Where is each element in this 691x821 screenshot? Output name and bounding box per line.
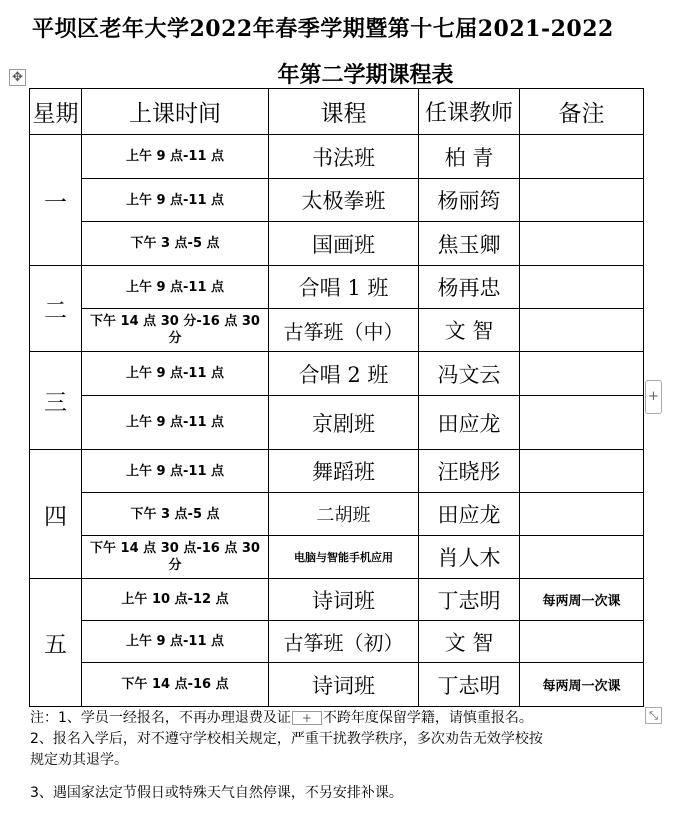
note-cell xyxy=(520,493,644,536)
table-row xyxy=(30,266,644,309)
table-row xyxy=(30,579,644,621)
course-cell: 合唱 2 班 xyxy=(269,352,419,396)
table-row xyxy=(30,352,644,396)
schedule-table xyxy=(29,88,644,707)
teacher-cell: 田应龙 xyxy=(419,493,520,536)
teacher-cell: 文 智 xyxy=(419,621,520,663)
plus-icon: + xyxy=(648,389,659,404)
note-cell xyxy=(520,621,644,663)
day-cell-wed: 三 xyxy=(30,352,82,450)
day-cell-thu: 四 xyxy=(30,450,82,579)
day-cell-tue: 二 xyxy=(30,266,82,352)
time-cell: 上午 10 点-12 点 xyxy=(82,579,269,621)
teacher-cell: 丁志明 xyxy=(419,579,520,621)
course-cell: 合唱 1 班 xyxy=(269,266,419,309)
note-line-4: 3、遇国家法定节假日或特殊天气自然停课，不另安排补课。 xyxy=(30,785,403,801)
time-cell: 下午 14 点 30 分-16 点 30 分 xyxy=(82,309,269,352)
day-cell-fri: 五 xyxy=(30,579,82,707)
notes-section xyxy=(30,708,650,804)
teacher-cell: 丁志明 xyxy=(419,663,520,707)
teacher-cell: 焦玉卿 xyxy=(419,222,520,266)
note-cell xyxy=(520,222,644,266)
course-cell: 京剧班 xyxy=(269,396,419,450)
course-cell: 古筝班（中） xyxy=(269,309,419,352)
table-row xyxy=(30,493,644,536)
table-row xyxy=(30,621,644,663)
note-cell xyxy=(520,266,644,309)
note-cell: 每两周一次课 xyxy=(520,663,644,707)
course-cell: 二胡班 xyxy=(269,493,419,536)
note-cell xyxy=(520,179,644,222)
course-cell: 书法班 xyxy=(269,135,419,179)
teacher-cell: 肖人木 xyxy=(419,536,520,579)
time-cell: 上午 9 点-11 点 xyxy=(82,266,269,309)
time-cell: 上午 9 点-11 点 xyxy=(82,450,269,493)
course-cell: 诗词班 xyxy=(269,663,419,707)
note-cell xyxy=(520,309,644,352)
note-cell xyxy=(520,396,644,450)
note-cell: 每两周一次课 xyxy=(520,579,644,621)
teacher-cell: 杨再忠 xyxy=(419,266,520,309)
table-row xyxy=(30,663,644,707)
table-row xyxy=(30,536,644,579)
add-row-button[interactable]: + xyxy=(292,711,322,725)
move-handle-icon[interactable]: ✥ xyxy=(9,69,26,86)
course-cell: 太极拳班 xyxy=(269,179,419,222)
course-cell: 电脑与智能手机应用 xyxy=(269,536,419,579)
time-cell: 下午 3 点-5 点 xyxy=(82,222,269,266)
header-notes: 备注 xyxy=(520,89,644,135)
note-cell xyxy=(520,135,644,179)
note-cell xyxy=(520,536,644,579)
teacher-cell: 杨丽筠 xyxy=(419,179,520,222)
course-cell: 舞蹈班 xyxy=(269,450,419,493)
note-line-2: 2、报名入学后，对不遵守学校相关规定，严重干扰教学秩序，多次劝告无效学校按 xyxy=(30,731,543,747)
time-cell: 下午 14 点 30 点-16 点 30 分 xyxy=(82,536,269,579)
header-course: 课程 xyxy=(269,89,419,135)
teacher-cell: 文 智 xyxy=(419,309,520,352)
document-title-line-1: 平坝区老年大学2022年春季学期暨第十七届2021-2022 xyxy=(32,16,614,42)
header-time: 上课时间 xyxy=(82,89,269,135)
time-cell: 上午 9 点-11 点 xyxy=(82,352,269,396)
teacher-cell: 汪晓彤 xyxy=(419,450,520,493)
table-row xyxy=(30,135,644,179)
course-cell: 古筝班（初） xyxy=(269,621,419,663)
teacher-cell: 冯文云 xyxy=(419,352,520,396)
teacher-cell: 柏 青 xyxy=(419,135,520,179)
table-row xyxy=(30,222,644,266)
table-row xyxy=(30,450,644,493)
add-column-button[interactable] xyxy=(645,380,662,414)
time-cell: 上午 9 点-11 点 xyxy=(82,396,269,450)
course-cell: 诗词班 xyxy=(269,579,419,621)
note-line-3: 规定劝其退学。 xyxy=(30,752,128,768)
document-title-line-2: 年第二学期课程表 xyxy=(277,62,454,88)
note-cell xyxy=(520,352,644,396)
day-cell-mon: 一 xyxy=(30,135,82,266)
table-row xyxy=(30,309,644,352)
table-row xyxy=(30,179,644,222)
header-teacher: 任课教师 xyxy=(419,89,520,135)
time-cell: 上午 9 点-11 点 xyxy=(82,621,269,663)
note-cell xyxy=(520,450,644,493)
teacher-cell: 田应龙 xyxy=(419,396,520,450)
time-cell: 下午 3 点-5 点 xyxy=(82,493,269,536)
course-cell: 国画班 xyxy=(269,222,419,266)
table-header-row xyxy=(30,89,644,135)
header-weekday: 星期 xyxy=(30,89,82,135)
time-cell: 上午 9 点-11 点 xyxy=(82,135,269,179)
resize-icon[interactable]: ⤡ xyxy=(645,707,662,724)
note-line-1: 注：1、学员一经报名，不再办理退费及证 + 不跨年度保留学籍，请慎重报名。 xyxy=(30,710,533,726)
time-cell: 下午 14 点-16 点 xyxy=(82,663,269,707)
time-cell: 上午 9 点-11 点 xyxy=(82,179,269,222)
table-row xyxy=(30,396,644,450)
